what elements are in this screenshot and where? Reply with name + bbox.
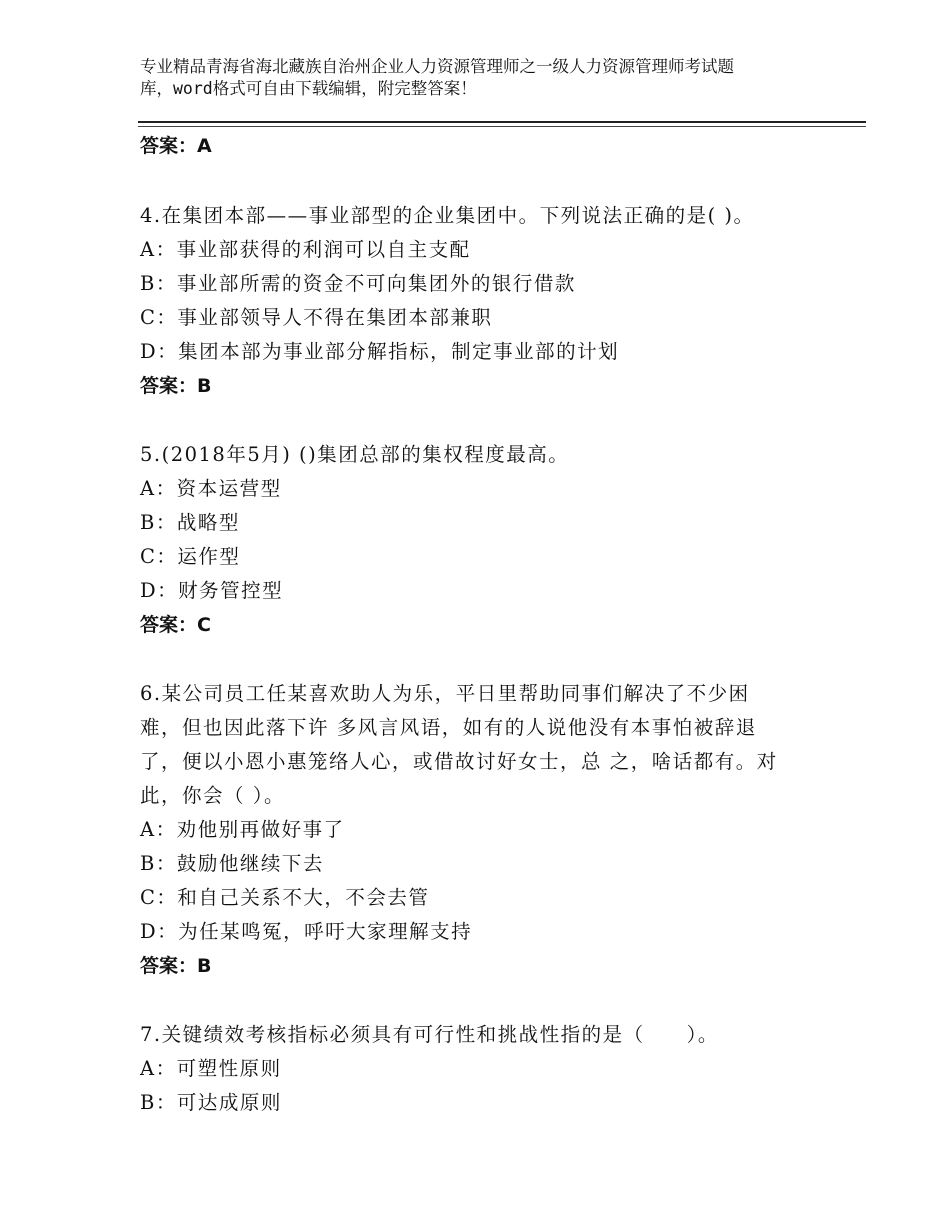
q5-option-b: B：战略型 <box>140 511 240 534</box>
q6-stem-line-1: 6.某公司员工任某喜欢助人为乐，平日里帮助同事们解决了不少困 <box>140 682 750 705</box>
q5-option-d: D：财务管控型 <box>140 579 284 602</box>
document-header <box>140 56 830 100</box>
q6-option-a: A：劝他别再做好事了 <box>140 818 345 841</box>
q6-stem-line-3: 了，便以小恩小惠笼络人心，或借故讨好女士，总 之，啥话都有。对 <box>140 750 778 773</box>
q7-option-a: A：可塑性原则 <box>140 1057 282 1080</box>
q6-stem-line-2: 难，但也因此落下许 多风言风语，如有的人说他没有本事怕被辞退 <box>140 716 757 739</box>
q4-option-c: C：事业部领导人不得在集团本部兼职 <box>140 306 493 329</box>
q5-option-a: A：资本运营型 <box>140 477 282 500</box>
q6-option-c: C：和自己关系不大，不会去管 <box>140 886 430 909</box>
q6-stem-line-4: 此，你会（ ）。 <box>140 784 285 807</box>
q7-stem: 7.关键绩效考核指标必须具有可行性和挑战性指的是（ ）。 <box>140 1023 719 1046</box>
q4-option-a: A：事业部获得的利润可以自主支配 <box>140 238 471 261</box>
answer-previous: 答案：A <box>140 135 212 157</box>
q5-option-c: C：运作型 <box>140 545 241 568</box>
q4-option-b: B：事业部所需的资金不可向集团外的银行借款 <box>140 272 576 295</box>
q4-option-d: D：集团本部为事业部分解指标，制定事业部的计划 <box>140 340 620 363</box>
q6-option-d: D：为任某鸣冤，呼吁大家理解支持 <box>140 920 473 943</box>
header-line-1: 专业精品青海省海北藏族自治州企业人力资源管理师之一级人力资源管理师考试题 <box>140 57 734 76</box>
header-line-2: 库，word格式可自由下载编辑，附完整答案！ <box>140 79 477 98</box>
q6-answer: 答案：B <box>140 955 212 977</box>
header-rule-thin <box>138 126 866 127</box>
q7-option-b: B：可达成原则 <box>140 1091 282 1114</box>
q4-stem: 4.在集团本部——事业部型的企业集团中。下列说法正确的是( )。 <box>140 204 755 227</box>
q5-stem: 5.(2018年5月) ()集团总部的集权程度最高。 <box>140 443 570 466</box>
q5-answer: 答案：C <box>140 614 211 636</box>
header-rule-thick <box>138 121 866 123</box>
q4-answer: 答案：B <box>140 375 212 397</box>
q6-option-b: B：鼓励他继续下去 <box>140 852 324 875</box>
